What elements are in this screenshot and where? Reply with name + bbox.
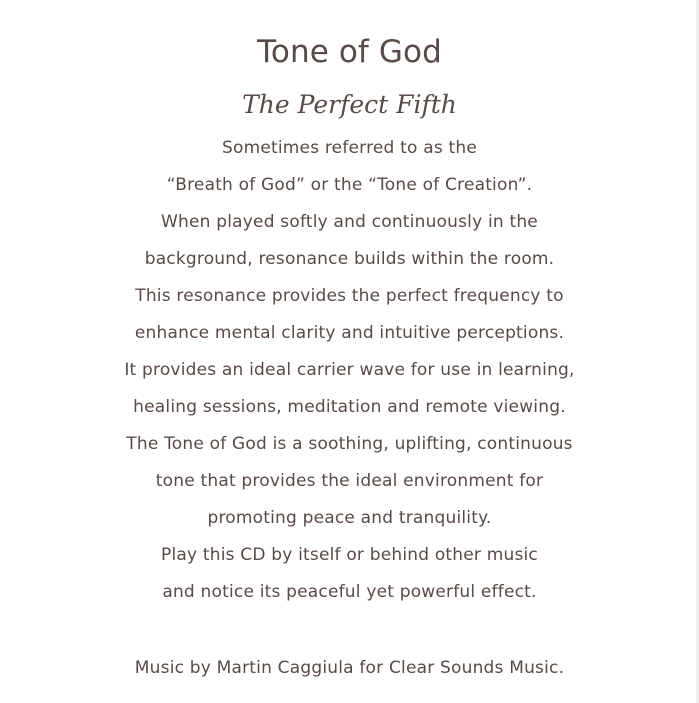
music-credit: Music by Martin Caggiula for Clear Sounds Music. <box>134 658 565 678</box>
body-line: background, resonance builds within the room. <box>144 249 555 269</box>
body-line: and notice its peaceful yet powerful effect. <box>162 582 537 602</box>
body-line: tone that provides the ideal environment for <box>155 471 544 491</box>
body-line: promoting peace and tranquility. <box>207 508 492 528</box>
page-title: Tone of God <box>257 34 442 70</box>
body-line: This resonance provides the perfect frequency to <box>135 286 564 306</box>
body-line: healing sessions, meditation and remote viewing. <box>133 397 566 417</box>
body-line: “Breath of God” or the “Tone of Creation”. <box>166 175 533 195</box>
body-text <box>0 130 699 611</box>
page-subtitle: The Perfect Fifth <box>242 90 457 119</box>
body-line: Sometimes referred to as the <box>221 138 477 158</box>
body-line: The Tone of God is a soothing, uplifting, continuous <box>126 434 573 454</box>
body-line: When played softly and continuously in the <box>161 212 538 232</box>
body-line: It provides an ideal carrier wave for use in learning, <box>124 360 575 380</box>
body-line: enhance mental clarity and intuitive perceptions. <box>134 323 565 343</box>
body-line: Play this CD by itself or behind other music <box>161 545 538 565</box>
